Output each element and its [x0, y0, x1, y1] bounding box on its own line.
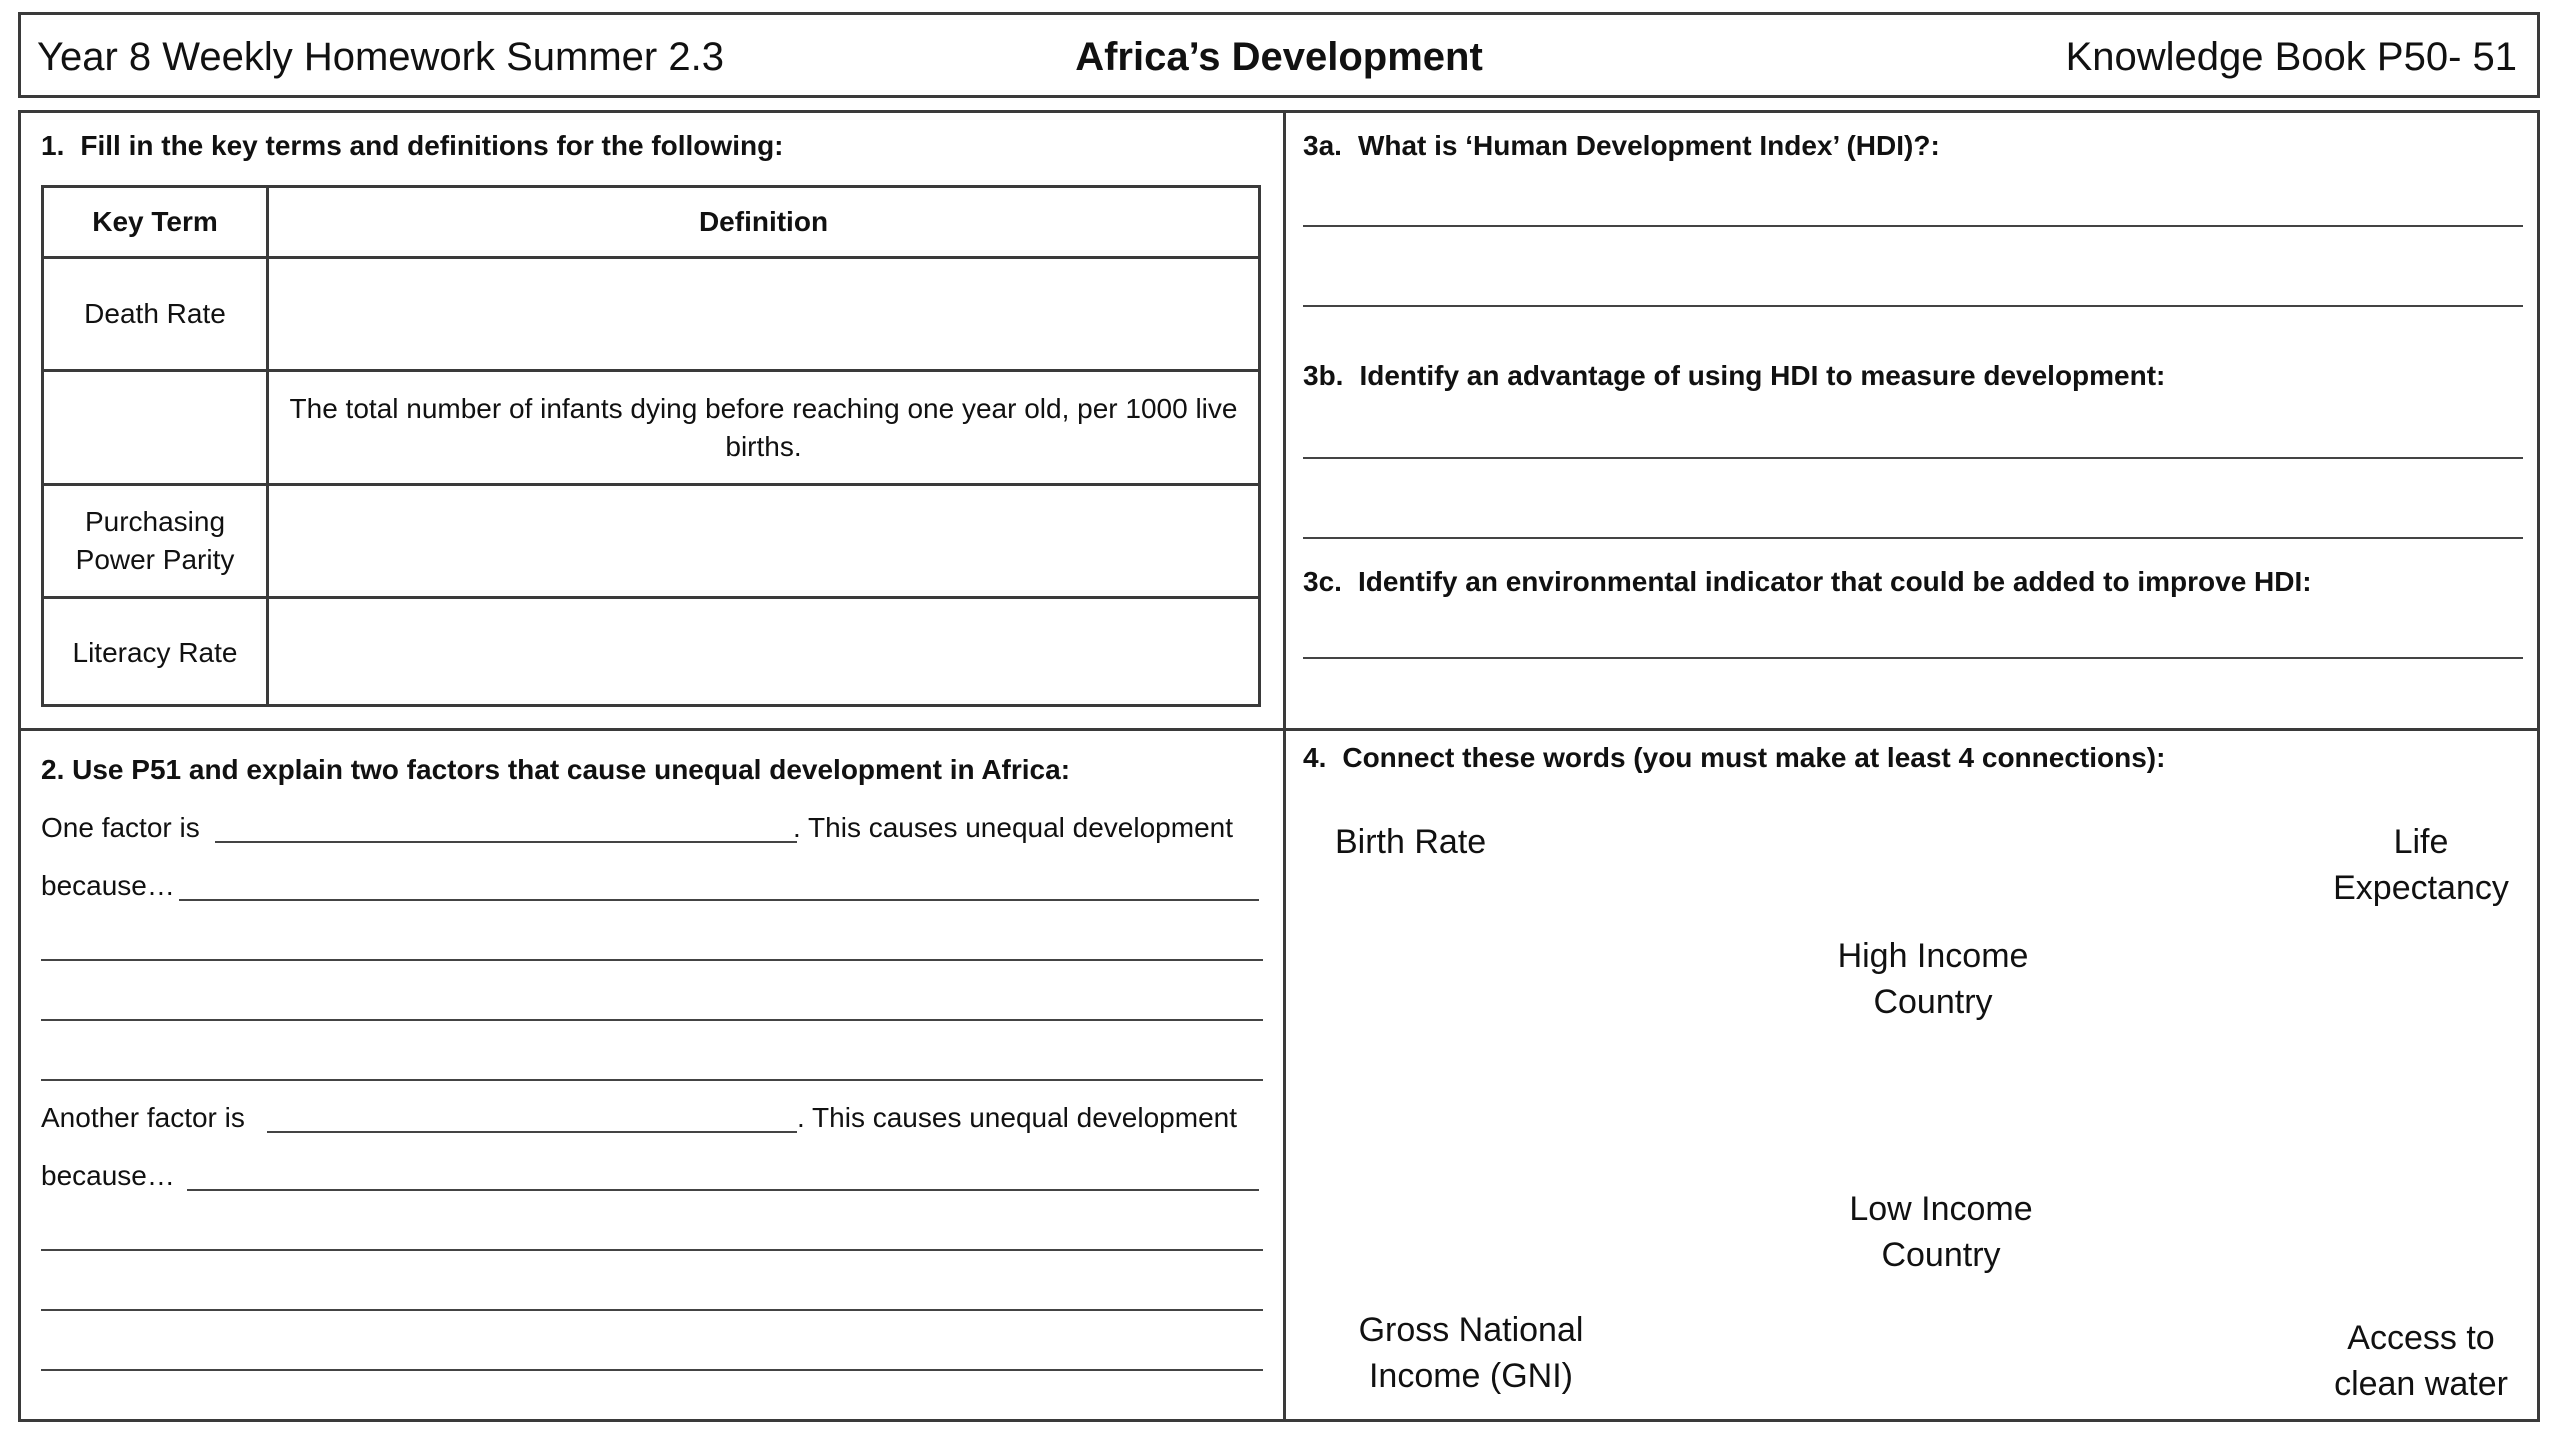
answer-line[interactable] [41, 1309, 1263, 1311]
header-book-reference: Knowledge Book P50- 51 [2065, 35, 2517, 79]
word-birth-rate[interactable] [1335, 819, 1486, 865]
word-line: Income (GNI) [1368, 1357, 1574, 1395]
word-gross-national-income[interactable] [1321, 1307, 1621, 1399]
q3c-prompt: Identify an environmental indicator that could be added to improve HDI: [1357, 566, 2312, 597]
header-year-label: Year 8 Weekly Homework Summer 2.3 [37, 35, 724, 79]
q4-prompt: Connect these words (you must make at least 4 connections): [1342, 742, 2166, 773]
q3a-number: 3a. [1303, 130, 1342, 161]
worksheet-header [18, 12, 2540, 98]
word-life-expectancy[interactable] [2301, 819, 2541, 911]
word-line: clean water [2334, 1365, 2508, 1403]
word-line: Country [1873, 983, 1993, 1021]
answer-line[interactable] [1303, 457, 2523, 459]
term-cell[interactable] [44, 372, 266, 483]
answer-line[interactable] [41, 1079, 1263, 1081]
because2-label: because… [41, 1160, 175, 1191]
vertical-divider [1283, 113, 1286, 1419]
q3b-number: 3b. [1303, 360, 1344, 391]
q4-number: 4. [1303, 742, 1327, 773]
word-line: Gross National [1358, 1311, 1584, 1349]
q2-prompt: 2. Use P51 and explain two factors that cause unequal development in Africa: [41, 754, 1071, 785]
horizontal-divider [21, 728, 2537, 731]
answer-line[interactable] [179, 899, 1259, 901]
table-row [44, 259, 1258, 369]
table-row [44, 599, 1258, 707]
q1-number: 1. [41, 130, 65, 161]
word-line: Life [2393, 823, 2449, 861]
definition-cell[interactable] [269, 599, 1258, 707]
factor2-answer-line[interactable] [267, 1131, 797, 1133]
because1-label: because… [41, 870, 175, 901]
factor2-continuation: . This causes unequal development [797, 1102, 1237, 1133]
definition-cell[interactable] [269, 486, 1258, 596]
table-header-row [44, 188, 1258, 256]
factor1-label: One factor is [41, 812, 200, 843]
word-line: Birth Rate [1335, 823, 1487, 861]
word-line: Country [1881, 1236, 2001, 1274]
q1-prompt: Fill in the key terms and definitions for the following: [80, 130, 784, 161]
table-row [44, 486, 1258, 596]
worksheet-grid [18, 110, 2540, 1422]
term-cell: Purchasing Power Parity [75, 506, 235, 575]
q4-heading [1303, 741, 2165, 775]
q3c-heading [1303, 565, 2312, 599]
answer-line[interactable] [187, 1189, 1259, 1191]
factor1-answer-line[interactable] [215, 841, 797, 843]
answer-line[interactable] [41, 959, 1263, 961]
word-line: Access to [2347, 1319, 2495, 1357]
answer-line[interactable] [1303, 537, 2523, 539]
key-terms-table [41, 185, 1261, 707]
answer-line[interactable] [1303, 305, 2523, 307]
q1-heading [41, 129, 784, 163]
word-access-to-clean-water[interactable] [2291, 1315, 2551, 1407]
word-line: High Income [1837, 937, 2029, 975]
word-low-income-country[interactable] [1791, 1186, 2091, 1278]
header-definition: Definition [698, 206, 829, 237]
factor2-label: Another factor is [41, 1102, 245, 1133]
answer-line[interactable] [1303, 657, 2523, 659]
header-key-term: Key Term [92, 206, 218, 237]
definition-cell[interactable] [269, 259, 1258, 369]
worksheet-title: Africa’s Development [1075, 35, 1483, 79]
definition-cell: The total number of infants dying before reaching one year old, per 1000 live births. [289, 392, 1238, 462]
q3a-heading [1303, 129, 1940, 163]
answer-line[interactable] [41, 1019, 1263, 1021]
q3a-prompt: What is ‘Human Development Index’ (HDI)?: [1357, 130, 1940, 161]
q3b-prompt: Identify an advantage of using HDI to measure development: [1359, 360, 2166, 391]
answer-line[interactable] [1303, 225, 2523, 227]
word-line: Low Income [1849, 1190, 2033, 1228]
term-cell: Death Rate [84, 298, 226, 329]
factor1-continuation: . This causes unequal development [793, 812, 1233, 843]
answer-line[interactable] [41, 1369, 1263, 1371]
term-cell: Literacy Rate [72, 637, 238, 668]
word-high-income-country[interactable] [1783, 933, 2083, 1025]
word-line: Expectancy [2333, 869, 2509, 907]
q3b-heading [1303, 359, 2165, 393]
table-row [44, 372, 1258, 483]
q3c-number: 3c. [1303, 566, 1342, 597]
answer-line[interactable] [41, 1249, 1263, 1251]
